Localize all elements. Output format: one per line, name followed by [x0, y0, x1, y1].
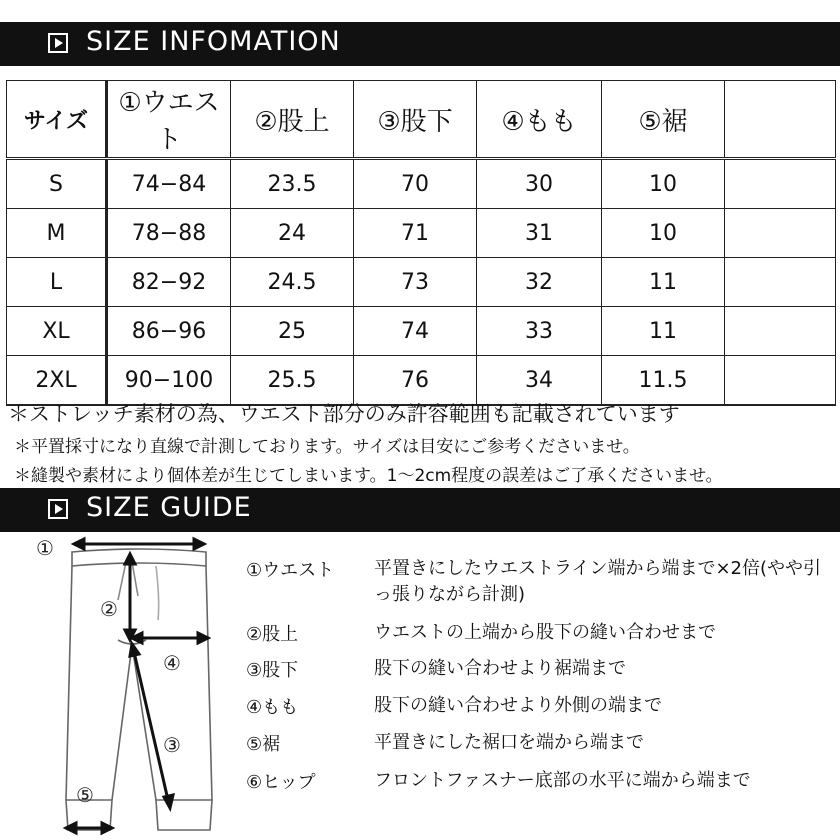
- play-icon: [48, 33, 68, 53]
- guide-label: ②股上: [246, 624, 299, 645]
- marker-hem: ⑤: [76, 783, 94, 807]
- size-table: [6, 80, 836, 406]
- header-size: サイズ: [7, 81, 107, 159]
- cell-empty: [725, 356, 836, 406]
- cell-empty: [725, 209, 836, 258]
- cell-hem: 11: [602, 307, 725, 356]
- cell-empty: [725, 307, 836, 356]
- marker-thigh: ④: [163, 651, 181, 675]
- cell-thigh: 30: [477, 159, 602, 209]
- guide-description: 股下の縫い合わせより裾端まで: [374, 658, 626, 679]
- cell-rise: 24.5: [231, 258, 354, 307]
- cell-size: 2XL: [7, 356, 107, 406]
- header-rise: ②股上: [231, 81, 354, 159]
- cell-waist: 74−84: [107, 159, 231, 209]
- guide-label: ④もも: [246, 697, 299, 718]
- guide-description: 平置きにした裾口を端から端まで: [374, 732, 644, 753]
- cell-thigh: 33: [477, 307, 602, 356]
- section-title: SIZE GUIDE: [86, 492, 252, 523]
- guide-label: ⑤裾: [246, 734, 281, 755]
- guide-label: ⑥ヒップ: [246, 772, 316, 793]
- play-icon: [48, 499, 68, 519]
- cell-size: M: [7, 209, 107, 258]
- pants-diagram: [0, 530, 240, 840]
- cell-waist: 78−88: [107, 209, 231, 258]
- cell-thigh: 32: [477, 258, 602, 307]
- cell-rise: 23.5: [231, 159, 354, 209]
- cell-thigh: 31: [477, 209, 602, 258]
- size-information-header: [0, 22, 840, 66]
- cell-hem: 10: [602, 209, 725, 258]
- cell-inseam: 73: [354, 258, 477, 307]
- cell-size: XL: [7, 307, 107, 356]
- cell-inseam: 74: [354, 307, 477, 356]
- cell-waist: 86−96: [107, 307, 231, 356]
- cell-rise: 24: [231, 209, 354, 258]
- guide-description: 平置きにしたウエストライン端から端まで×2倍(やや引っ張りながら計測): [374, 558, 822, 605]
- guide-label: ①ウエスト: [246, 560, 335, 581]
- cell-hem: 11: [602, 258, 725, 307]
- cell-empty: [725, 258, 836, 307]
- table-header-row: [7, 81, 836, 159]
- cell-inseam: 76: [354, 356, 477, 406]
- note-measurement: ＊平置採寸になり直線で計測しております。サイズは目安にご参考くださいませ。: [14, 437, 640, 457]
- guide-description: 股下の縫い合わせより外側の端まで: [374, 695, 662, 716]
- size-guide-header: [0, 488, 840, 532]
- table-row: [7, 307, 836, 356]
- cell-waist: 90−100: [107, 356, 231, 406]
- cell-rise: 25.5: [231, 356, 354, 406]
- guide-description: ウエストの上端から股下の縫い合わせまで: [374, 622, 716, 643]
- header-inseam: ③股下: [354, 81, 477, 159]
- table-row: [7, 258, 836, 307]
- guide-description: フロントファスナー底部の水平に端から端まで: [374, 770, 751, 791]
- cell-rise: 25: [231, 307, 354, 356]
- cell-empty: [725, 159, 836, 209]
- cell-hem: 11.5: [602, 356, 725, 406]
- cell-waist: 82−92: [107, 258, 231, 307]
- marker-waist: ①: [36, 536, 54, 560]
- marker-rise: ②: [100, 597, 118, 621]
- cell-inseam: 71: [354, 209, 477, 258]
- marker-inseam: ③: [163, 733, 181, 757]
- table-row: [7, 159, 836, 209]
- guide-label: ③股下: [246, 660, 299, 681]
- note-stretch: ＊ストレッチ素材の為、ウエスト部分のみ許容範囲も記載されています: [8, 402, 680, 426]
- table-row: [7, 209, 836, 258]
- header-hem: ⑤裾: [602, 81, 725, 159]
- note-variance: ＊縫製や素材により個体差が生じてしまいます。1〜2cm程度の誤差はご了承くださいませ。: [14, 466, 723, 486]
- header-thigh: ④もも: [477, 81, 602, 159]
- header-waist: ①ウエスト: [107, 81, 231, 159]
- cell-size: S: [7, 159, 107, 209]
- cell-hem: 10: [602, 159, 725, 209]
- cell-thigh: 34: [477, 356, 602, 406]
- cell-size: L: [7, 258, 107, 307]
- section-title: SIZE INFOMATION: [86, 26, 341, 57]
- cell-inseam: 70: [354, 159, 477, 209]
- header-empty: [725, 81, 836, 159]
